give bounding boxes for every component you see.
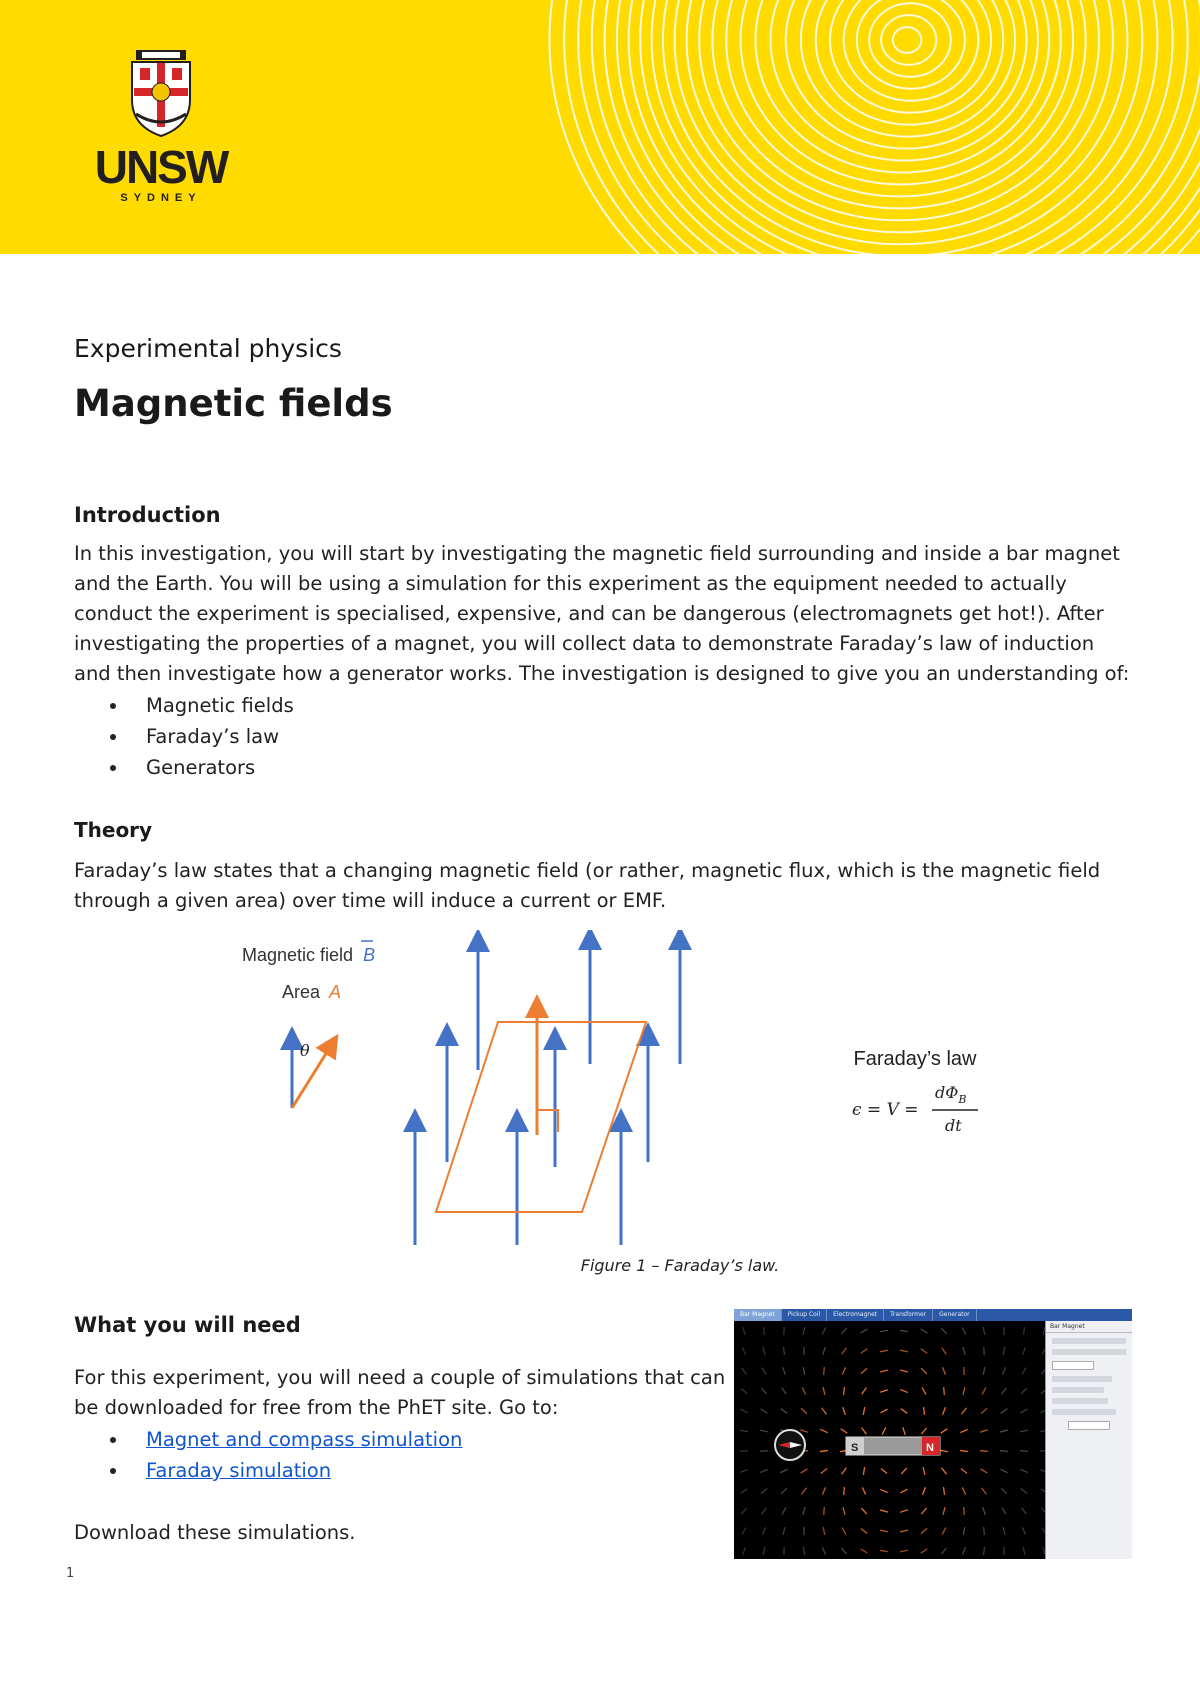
faraday-law-label: Faraday’s law <box>853 1048 977 1070</box>
option-checkbox <box>1052 1409 1116 1415</box>
field-needle <box>761 1388 767 1394</box>
document-title: Magnetic fields <box>74 382 393 425</box>
decorative-ring <box>640 0 1172 254</box>
reset-button <box>1068 1421 1110 1430</box>
field-needle <box>1022 1527 1025 1534</box>
field-needle <box>921 1549 928 1553</box>
need-heading: What you will need <box>74 1313 301 1337</box>
field-needle <box>1023 1347 1025 1355</box>
field-needle <box>762 1508 767 1514</box>
field-needle <box>962 1327 966 1334</box>
field-needle <box>842 1468 847 1474</box>
field-needle <box>843 1507 845 1515</box>
field-needle <box>863 1407 864 1415</box>
field-needle <box>1003 1527 1005 1535</box>
field-needle <box>782 1388 787 1394</box>
field-needle <box>963 1547 966 1554</box>
option-checkbox <box>1052 1398 1108 1404</box>
field-needle <box>961 1468 967 1473</box>
list-item: Magnetic fields <box>74 690 294 721</box>
field-needle <box>962 1487 965 1494</box>
field-needle <box>921 1368 927 1374</box>
field-needle <box>860 1329 867 1333</box>
field-needle <box>1002 1508 1006 1515</box>
simulation-tabs <box>734 1309 1132 1321</box>
svg-text:Magnetic field B <box>242 945 375 965</box>
area-parallelogram <box>436 1022 646 1212</box>
field-needle <box>801 1469 808 1473</box>
field-needle <box>942 1548 947 1554</box>
field-needle <box>761 1489 767 1494</box>
field-needle <box>982 1387 986 1394</box>
magnet-s-label: S <box>851 1442 859 1454</box>
field-needle <box>741 1388 747 1393</box>
header-banner <box>0 0 1200 254</box>
magnet-compass-link[interactable]: Magnet and compass simulation <box>146 1428 463 1451</box>
field-needle <box>983 1507 986 1515</box>
introduction-body: In this investigation, you will start by investigating the magnetic field surrounding and inside a bar magnet and the Earth. You will be using a simulation for this experiment as the equipment needed to actually conduct the experiment is specialised, expensive, and can be dangerous (electromagnets get hot!). After investigating the properties of a magnet, you will collect data to demonstrate Faraday’s law of induction and then investigate how a generator works. The investigation is designed to give you an understanding of: <box>74 542 1130 685</box>
field-needle <box>862 1388 867 1395</box>
simulation-links <box>74 1424 462 1486</box>
strength-control <box>1052 1338 1126 1344</box>
field-needle <box>862 1487 865 1494</box>
field-needle <box>1003 1367 1006 1374</box>
field-needle <box>921 1528 927 1533</box>
decorative-ring <box>549 0 1200 254</box>
field-needle <box>900 1350 908 1352</box>
field-needle <box>962 1408 967 1414</box>
field-needle <box>844 1387 845 1395</box>
field-needle <box>944 1387 945 1395</box>
field-needle <box>743 1547 746 1555</box>
svg-text:Area A <box>282 982 341 1002</box>
strength-slider <box>1052 1349 1126 1355</box>
legend-field-label: Magnetic field <box>242 945 354 965</box>
field-needle <box>963 1387 965 1395</box>
page-number: 1 <box>66 1566 75 1581</box>
equation-lhs: ϵ = V = <box>852 1100 919 1120</box>
legend-area-label: Area <box>282 982 321 1002</box>
field-needle <box>820 1450 828 1451</box>
field-needle <box>921 1329 928 1333</box>
field-needle <box>761 1409 768 1413</box>
field-needle <box>823 1347 825 1355</box>
flip-polarity-button <box>1052 1361 1094 1370</box>
tab-generator: Generator <box>933 1309 976 1321</box>
field-needle <box>862 1428 867 1435</box>
field-needle <box>881 1468 887 1473</box>
introduction-bullets <box>74 690 294 783</box>
tab-bar-magnet: Bar Magnet <box>734 1309 782 1321</box>
field-needle <box>782 1507 786 1514</box>
field-needle <box>861 1529 867 1534</box>
tab-transformer: Transformer <box>884 1309 933 1321</box>
field-needle <box>1022 1508 1027 1514</box>
equation-numerator: dΦ <box>935 1083 959 1102</box>
field-needle <box>760 1430 768 1432</box>
field-needle <box>1000 1469 1007 1472</box>
option-checkbox <box>1052 1387 1104 1393</box>
field-needle <box>882 1427 886 1434</box>
simulation-field-view <box>734 1321 1046 1559</box>
field-needle <box>1000 1451 1008 1452</box>
field-needle <box>1000 1430 1008 1432</box>
field-needle <box>880 1489 887 1492</box>
field-needle <box>742 1347 745 1354</box>
need-body: For this experiment, you will need a couple of simulations that can be downloaded for free from the PhET site. Go to: <box>74 1366 726 1419</box>
decorative-ring <box>893 27 922 53</box>
panel-title: Bar Magnet <box>1046 1321 1132 1333</box>
field-needle <box>981 1408 987 1413</box>
field-needle <box>880 1370 888 1372</box>
field-needle <box>1020 1430 1028 1432</box>
field-needle <box>982 1488 987 1494</box>
field-needle <box>780 1469 787 1472</box>
field-needle <box>783 1347 784 1355</box>
field-needle <box>863 1467 864 1475</box>
field-needle <box>1001 1409 1008 1414</box>
field-needle <box>760 1451 768 1452</box>
field-needle <box>903 1427 905 1435</box>
field-needle <box>822 1547 825 1554</box>
logo-subtitle: SYDNEY <box>120 192 202 204</box>
field-needle <box>821 1468 827 1473</box>
field-needle <box>742 1368 747 1374</box>
svg-text:dΦB <box>935 1083 966 1106</box>
field-needle <box>861 1549 868 1553</box>
field-needle <box>803 1367 804 1375</box>
field-needle <box>740 1451 748 1452</box>
field-needle <box>742 1528 746 1535</box>
field-needle <box>963 1527 964 1535</box>
decorative-ring <box>755 0 1049 172</box>
field-needle <box>801 1408 807 1413</box>
figure-caption: Figure 1 – Faraday’s law. <box>580 1256 780 1275</box>
field-needle <box>842 1528 846 1535</box>
field-needle <box>1003 1347 1004 1355</box>
field-needle <box>743 1327 745 1335</box>
field-needle <box>880 1510 888 1512</box>
field-needle <box>800 1430 808 1433</box>
field-needle <box>1020 1470 1027 1473</box>
field-needle <box>804 1347 805 1355</box>
option-checkbox <box>1052 1376 1112 1382</box>
field-needle <box>943 1367 946 1374</box>
document-eyebrow: Experimental physics <box>74 334 342 363</box>
decorative-ring <box>663 0 1142 254</box>
field-needle <box>843 1407 846 1415</box>
field-needle <box>861 1508 866 1514</box>
field-needle <box>964 1507 965 1515</box>
equation-numerator-sub: B <box>958 1093 967 1106</box>
decorative-ring <box>699 0 1099 220</box>
field-needle <box>980 1430 988 1433</box>
angle-theta: θ <box>300 1041 310 1060</box>
field-needle <box>1021 1489 1027 1494</box>
field-needle <box>822 1327 826 1334</box>
field-needle <box>880 1530 888 1532</box>
list-item: Generators <box>74 752 294 783</box>
field-needle <box>880 1550 888 1551</box>
field-needle <box>943 1407 946 1414</box>
field-needle <box>841 1548 846 1554</box>
field-needle <box>900 1489 907 1493</box>
field-needle <box>781 1409 788 1414</box>
field-needle <box>762 1527 765 1534</box>
equation-denominator: dt <box>945 1116 962 1135</box>
field-needle <box>1021 1409 1028 1413</box>
field-arrows <box>415 938 680 1245</box>
crest-icon <box>130 50 192 138</box>
field-needle <box>880 1330 888 1331</box>
field-needle <box>921 1508 926 1514</box>
field-needle <box>923 1467 925 1475</box>
field-needle <box>1020 1451 1028 1452</box>
field-needle <box>764 1327 765 1335</box>
decorative-ring <box>786 0 1027 149</box>
field-needle <box>803 1507 805 1515</box>
magnet-n-label: N <box>926 1442 934 1454</box>
theory-heading: Theory <box>74 818 153 842</box>
field-needle <box>842 1367 845 1374</box>
field-needle <box>960 1429 967 1432</box>
field-needle <box>924 1407 925 1415</box>
field-needle <box>922 1388 926 1395</box>
field-needle <box>820 1429 827 1432</box>
legend-area-arrow <box>292 1044 332 1108</box>
field-needle <box>762 1368 766 1375</box>
field-needle <box>1023 1547 1025 1555</box>
field-needle <box>822 1487 825 1494</box>
field-needle <box>1002 1388 1007 1394</box>
legend-field-symbol: B <box>363 945 376 965</box>
field-needle <box>1023 1327 1024 1335</box>
need-footer: Download these simulations. <box>74 1521 356 1544</box>
theory-body: Faraday’s law states that a changing magnetic field (or rather, magnetic flux, which is the magnetic field through a given area) over time will induce a current or EMF. <box>74 859 1101 912</box>
field-needle <box>941 1328 946 1334</box>
field-needle <box>740 1409 747 1413</box>
field-needle <box>763 1547 765 1555</box>
field-needle <box>1021 1388 1027 1394</box>
field-needle <box>1001 1488 1007 1494</box>
field-needle <box>923 1487 926 1494</box>
simulation-control-panel <box>1045 1321 1132 1559</box>
field-needle <box>983 1547 984 1555</box>
field-needle <box>783 1527 785 1535</box>
field-needle <box>880 1390 888 1393</box>
field-needle <box>900 1510 908 1513</box>
field-needle <box>983 1327 985 1335</box>
field-needle <box>942 1527 946 1534</box>
field-needle <box>900 1370 908 1372</box>
field-needle <box>803 1327 805 1335</box>
field-needle <box>900 1330 908 1332</box>
list-item <box>74 1424 462 1455</box>
decorative-ring <box>652 0 1158 254</box>
field-needle <box>880 1409 887 1413</box>
field-needle <box>901 1409 908 1414</box>
field-needle <box>802 1387 806 1394</box>
field-needle <box>963 1347 965 1355</box>
unsw-logo <box>86 50 236 210</box>
field-needle <box>783 1367 786 1374</box>
field-needle <box>802 1488 807 1494</box>
field-needle <box>901 1468 906 1474</box>
field-needle <box>741 1489 748 1493</box>
field-needle <box>842 1348 847 1355</box>
logo-wordmark: UNSW <box>94 141 228 193</box>
field-needle <box>822 1408 827 1414</box>
field-needle <box>841 1429 848 1433</box>
simulation-screenshot <box>734 1309 1132 1559</box>
field-needle <box>740 1470 748 1473</box>
field-needle <box>763 1347 765 1355</box>
decorative-ring <box>881 15 936 65</box>
field-needle <box>984 1527 985 1535</box>
field-needle <box>980 1451 988 1452</box>
field-needle <box>940 1450 948 1452</box>
introduction-heading: Introduction <box>74 503 221 527</box>
field-needle <box>803 1547 804 1555</box>
field-needle <box>880 1350 888 1352</box>
field-needle <box>921 1349 927 1354</box>
field-needle <box>741 1508 746 1514</box>
field-needle <box>861 1368 867 1373</box>
decorative-ring <box>605 0 1200 254</box>
faraday-figure <box>230 930 1010 1250</box>
decorative-ring <box>857 0 965 89</box>
field-needle <box>740 1430 748 1432</box>
field-needle <box>1022 1368 1026 1375</box>
field-needle <box>760 1470 767 1473</box>
field-needle <box>823 1387 825 1395</box>
field-needle <box>942 1348 946 1355</box>
field-needle <box>781 1488 787 1494</box>
field-needle <box>900 1530 908 1532</box>
faraday-simulation-link[interactable]: Faraday simulation <box>146 1459 332 1482</box>
field-needle <box>841 1328 847 1334</box>
tab-pickup-coil: Pickup Coil <box>782 1309 827 1321</box>
legend-area-symbol: A <box>329 982 342 1002</box>
field-needle <box>960 1450 968 1451</box>
field-needle <box>983 1367 985 1375</box>
field-needle <box>944 1487 945 1495</box>
field-needle <box>844 1487 845 1495</box>
field-needle <box>943 1507 945 1515</box>
tab-electromagnet: Electromagnet <box>827 1309 884 1321</box>
field-needle <box>900 1389 907 1392</box>
field-needle <box>922 1428 927 1434</box>
field-needle <box>861 1349 868 1353</box>
field-needle <box>942 1468 947 1474</box>
list-item <box>74 1455 462 1486</box>
field-needle <box>981 1469 988 1473</box>
list-item: Faraday’s law <box>74 721 294 752</box>
decorative-ring <box>830 0 991 113</box>
field-needle <box>941 1429 948 1433</box>
field-needle <box>824 1367 825 1375</box>
field-needle <box>900 1550 908 1552</box>
field-needle <box>823 1527 825 1535</box>
